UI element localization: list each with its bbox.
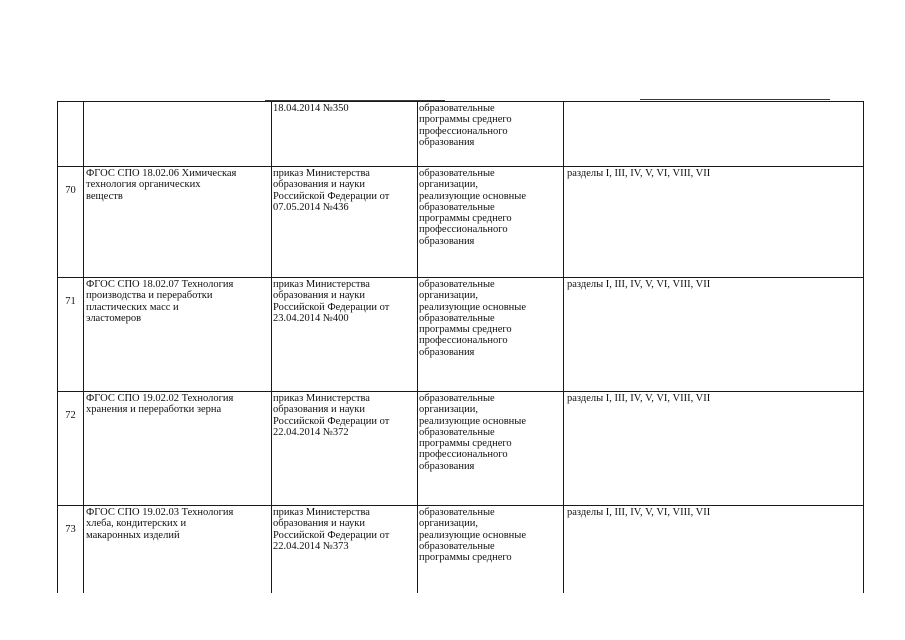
order-cell-line: приказ Министерства (273, 168, 370, 179)
organizations-cell-line: организации, (419, 290, 478, 302)
standards-table (57, 101, 864, 626)
organizations-cell-line: образовательные (419, 279, 495, 290)
organizations-cell (418, 102, 564, 167)
organizations-cell-line: программы среднего (419, 114, 512, 126)
organizations-cell-line: профессионального (419, 125, 508, 137)
table-row (58, 167, 864, 278)
organizations-cell-line: программы среднего (419, 324, 512, 336)
order-cell (272, 392, 418, 506)
organizations-cell-line: образовательные (419, 168, 495, 179)
order-cell (272, 102, 418, 167)
standard-cell-line: технология органических (86, 179, 201, 191)
order-cell-line: 22.04.2014 №373 (273, 540, 349, 552)
organizations-cell-line: организации, (419, 518, 478, 530)
organizations-cell-line: программы среднего (419, 213, 512, 225)
order-cell-line: образования и науки (273, 179, 365, 191)
organizations-cell-line: программы среднего (419, 552, 512, 564)
table-row (58, 392, 864, 506)
order-cell-line: Российской Федерации от (273, 529, 390, 541)
table-body (58, 102, 864, 626)
organizations-cell-line: образовательные (419, 103, 495, 114)
row-number: 71 (58, 278, 84, 392)
table-row (58, 278, 864, 392)
standard-cell-line: пластических масс и (86, 301, 179, 313)
standard-cell (84, 278, 272, 392)
organizations-cell-line: профессионального (419, 449, 508, 461)
order-cell (272, 167, 418, 278)
row-number (58, 102, 84, 167)
row-number: 72 (58, 392, 84, 506)
standard-cell-line: хранения и переработки зерна (86, 404, 222, 416)
order-cell (272, 278, 418, 392)
order-cell-line: Российской Федерации от (273, 415, 390, 427)
standard-cell (84, 102, 272, 167)
order-cell-line: 07.05.2014 №436 (273, 201, 349, 213)
order-cell-line: образования и науки (273, 290, 365, 302)
sections-cell: разделы I, III, IV, V, VI, VIII, VII (564, 392, 864, 506)
organizations-cell-line: реализующие основные (419, 301, 526, 313)
standard-cell-line: ФГОС СПО 19.02.03 Технология (86, 507, 234, 518)
standard-cell-line: эластомеров (86, 312, 142, 324)
order-cell-line: приказ Министерства (273, 279, 370, 290)
organizations-cell-line: образовательные (419, 540, 495, 552)
standard-cell-line: макаронных изделий (86, 529, 180, 541)
sections-cell: разделы I, III, IV, V, VI, VIII, VII (564, 278, 864, 392)
standard-cell-line: хлеба, кондитерских и (86, 518, 187, 530)
standard-cell-line: ФГОС СПО 18.02.07 Технология (86, 279, 234, 290)
organizations-cell-line: организации, (419, 404, 478, 416)
organizations-cell-line: образования (419, 346, 475, 358)
standard-cell-line: ФГОС СПО 18.02.06 Химическая (86, 168, 237, 179)
page-cut-mask (56, 593, 864, 640)
organizations-cell-line: образования (419, 460, 475, 472)
organizations-cell-line: программы среднего (419, 438, 512, 450)
organizations-cell-line: организации, (419, 179, 478, 191)
order-cell-line: образования и науки (273, 404, 365, 416)
standard-cell-line: производства и переработки (86, 290, 213, 302)
organizations-cell-line: образовательные (419, 426, 495, 438)
organizations-cell-line: реализующие основные (419, 415, 526, 427)
sections-cell (564, 102, 864, 167)
organizations-cell (418, 392, 564, 506)
order-cell-line: приказ Министерства (273, 393, 370, 404)
organizations-cell-line: профессионального (419, 224, 508, 236)
organizations-cell-line: образовательные (419, 312, 495, 324)
organizations-cell-line: реализующие основные (419, 190, 526, 202)
organizations-cell (418, 278, 564, 392)
order-cell-line: 22.04.2014 №372 (273, 426, 349, 438)
order-cell-line: 18.04.2014 №350 (273, 103, 349, 114)
standard-cell (84, 392, 272, 506)
organizations-cell-line: образования (419, 235, 475, 247)
organizations-cell-line: образовательные (419, 393, 495, 404)
standard-cell-line: веществ (86, 190, 123, 202)
organizations-cell-line: образовательные (419, 201, 495, 213)
organizations-cell-line: профессионального (419, 335, 508, 347)
row-number: 70 (58, 167, 84, 278)
organizations-cell-line: образовательные (419, 507, 495, 518)
organizations-cell-line: реализующие основные (419, 529, 526, 541)
order-cell-line: 23.04.2014 №400 (273, 312, 349, 324)
row-number: 73 (58, 506, 84, 626)
scan-artifact-line (640, 99, 830, 100)
table-row (58, 102, 864, 167)
order-cell-line: образования и науки (273, 518, 365, 530)
organizations-cell-line: образования (419, 136, 475, 148)
standard-cell-line: ФГОС СПО 19.02.02 Технология (86, 393, 234, 404)
order-cell-line: приказ Министерства (273, 507, 370, 518)
standard-cell (84, 167, 272, 278)
sections-cell: разделы I, III, IV, V, VI, VIII, VII (564, 506, 864, 626)
sections-cell: разделы I, III, IV, V, VI, VIII, VII (564, 167, 864, 278)
order-cell-line: Российской Федерации от (273, 190, 390, 202)
order-cell-line: Российской Федерации от (273, 301, 390, 313)
organizations-cell (418, 167, 564, 278)
